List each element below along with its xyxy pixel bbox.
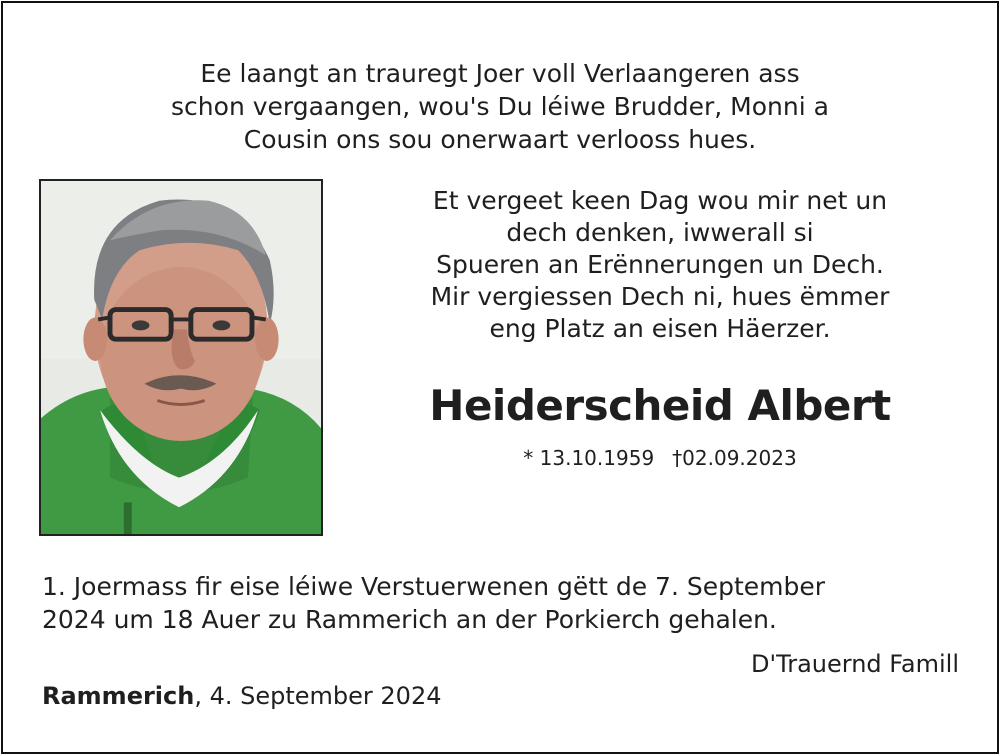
portrait-photo: [39, 179, 323, 536]
intro-text: [60, 57, 940, 156]
death-date: †02.09.2023: [672, 446, 797, 470]
life-dates: [370, 444, 950, 472]
intro-line: Cousin ons sou onerwaart verlooss hues.: [243, 125, 757, 154]
notice-line: 2024 um 18 Auer zu Rammerich an der Porkierch gehalen.: [42, 605, 777, 634]
verse-line: Et vergeet keen Dag wou mir net un: [432, 186, 888, 215]
notice-line: 1. Joermass fir eise léiwe Verstuerwenen gëtt de 7. September: [42, 572, 826, 601]
intro-line: schon vergaangen, wou's Du léiwe Brudder, Monni a: [171, 92, 829, 121]
memorial-verse: [370, 185, 950, 345]
verse-line: Spueren an Erënnerungen un Dech.: [436, 250, 884, 279]
intro-line: Ee laangt an trauregt Joer voll Verlaangeren ass: [200, 59, 800, 88]
birth-date: * 13.10.1959: [523, 446, 655, 470]
deceased-name: Heiderscheid Albert: [429, 381, 891, 430]
verse-line: eng Platz an eisen Häerzer.: [489, 314, 831, 343]
place-and-date: [42, 680, 442, 712]
memorial-mass-notice: [42, 570, 972, 636]
family-signature: D'Trauernd Famill: [751, 650, 959, 678]
portrait-illustration: [41, 181, 321, 534]
notice-date: , 4. September 2024: [194, 682, 442, 710]
verse-line: Mir vergiessen Dech ni, hues ëmmer: [430, 282, 890, 311]
verse-line: dech denken, iwwerall si: [506, 218, 814, 247]
place-name: Rammerich: [42, 682, 195, 710]
